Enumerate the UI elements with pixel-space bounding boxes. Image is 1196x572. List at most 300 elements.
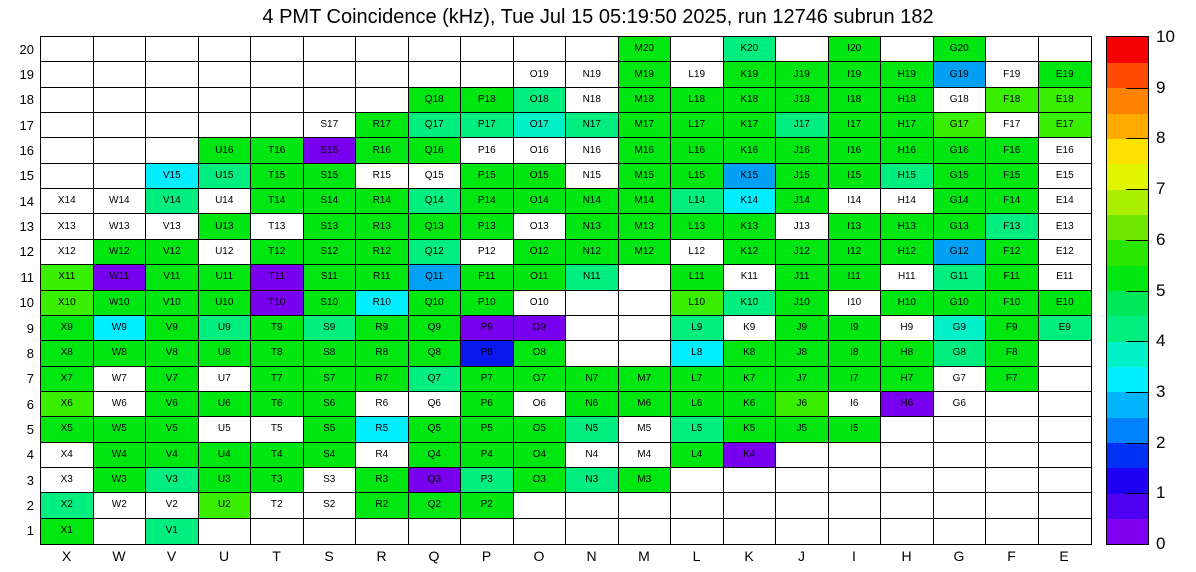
heatmap-cell: T12 (251, 240, 304, 265)
heatmap-cell: O12 (514, 240, 567, 265)
heatmap-cell: W7 (94, 367, 147, 392)
heatmap-cell: T10 (251, 291, 304, 316)
heatmap-cell (94, 37, 147, 62)
heatmap-cell: O5 (514, 417, 567, 442)
colorbar-tick-label: 3 (1156, 381, 1166, 401)
row-tick-label: 7 (26, 371, 34, 387)
heatmap-cell: Q6 (409, 392, 462, 417)
heatmap-cell: Q10 (409, 291, 462, 316)
heatmap-cell (934, 417, 987, 442)
heatmap-cell: J8 (776, 341, 829, 366)
heatmap-cell: O9 (514, 316, 567, 341)
heatmap-cell: Q3 (409, 468, 462, 493)
heatmap-cell: M7 (619, 367, 672, 392)
colorbar-band (1107, 62, 1148, 88)
column-tick-label: H (901, 548, 912, 564)
heatmap-cell: V12 (146, 240, 199, 265)
heatmap-cell (41, 88, 94, 113)
heatmap-cell: T8 (251, 341, 304, 366)
heatmap-cell (461, 519, 514, 544)
heatmap-cell: S17 (304, 113, 357, 138)
heatmap-cell: F9 (986, 316, 1039, 341)
heatmap-cell: N14 (566, 189, 619, 214)
colorbar-tick-label: 5 (1156, 280, 1166, 300)
heatmap-cell: S10 (304, 291, 357, 316)
colorbar-tick (1126, 189, 1148, 190)
heatmap-cell: S15 (304, 164, 357, 189)
heatmap-cell: Q11 (409, 265, 462, 290)
heatmap-cell: K13 (724, 214, 777, 239)
heatmap-cell (724, 468, 777, 493)
heatmap-cell: I5 (829, 417, 882, 442)
row-tick-label: 3 (26, 472, 34, 488)
row-tick-label: 11 (20, 269, 34, 285)
heatmap-cell (41, 113, 94, 138)
heatmap-cell (619, 291, 672, 316)
heatmap-cell (881, 468, 934, 493)
colorbar-band (1107, 417, 1148, 443)
heatmap-cell: E10 (1039, 291, 1092, 316)
colorbar-band (1107, 341, 1148, 367)
heatmap-cell: F12 (986, 240, 1039, 265)
heatmap-cell: J7 (776, 367, 829, 392)
heatmap-cell (671, 468, 724, 493)
heatmap-cell: I15 (829, 164, 882, 189)
heatmap-cell: L14 (671, 189, 724, 214)
heatmap-cell: R11 (356, 265, 409, 290)
heatmap-cell: V14 (146, 189, 199, 214)
heatmap-cell: S5 (304, 417, 357, 442)
colorbar-band (1107, 88, 1148, 114)
heatmap-cell (671, 37, 724, 62)
heatmap-cell: K9 (724, 316, 777, 341)
heatmap-cell (94, 62, 147, 87)
heatmap-cell: J5 (776, 417, 829, 442)
column-tick-label: Q (428, 548, 440, 564)
heatmap-cell: O3 (514, 468, 567, 493)
heatmap-cell: H9 (881, 316, 934, 341)
row-tick-label: 15 (19, 168, 34, 184)
heatmap-cell: O14 (514, 189, 567, 214)
colorbar-tick (1126, 493, 1148, 494)
colorbar-band (1107, 113, 1148, 139)
heatmap-cell: U4 (199, 443, 252, 468)
heatmap-cell: L18 (671, 88, 724, 113)
heatmap-cell: P12 (461, 240, 514, 265)
heatmap-cell (94, 138, 147, 163)
heatmap-cell: J10 (776, 291, 829, 316)
heatmap-cell: I9 (829, 316, 882, 341)
heatmap-cell: P5 (461, 417, 514, 442)
heatmap-cell: M5 (619, 417, 672, 442)
column-tick-label: W (112, 548, 126, 564)
heatmap-cell (776, 519, 829, 544)
heatmap-cell: G18 (934, 88, 987, 113)
heatmap-cell (1039, 37, 1092, 62)
heatmap-cell: U10 (199, 291, 252, 316)
heatmap-cell: O19 (514, 62, 567, 87)
heatmap-cell: E19 (1039, 62, 1092, 87)
heatmap-cell: V4 (146, 443, 199, 468)
heatmap-cell: O15 (514, 164, 567, 189)
heatmap-cell: N4 (566, 443, 619, 468)
heatmap-cell: J13 (776, 214, 829, 239)
heatmap-cell: L6 (671, 392, 724, 417)
row-tick-label: 17 (19, 117, 34, 133)
heatmap-cell: P14 (461, 189, 514, 214)
heatmap-cell: V9 (146, 316, 199, 341)
heatmap-cell: O6 (514, 392, 567, 417)
heatmap-cell (986, 392, 1039, 417)
column-tick-label: T (272, 548, 281, 564)
row-tick-label: 5 (26, 421, 34, 437)
heatmap-cell: R15 (356, 164, 409, 189)
heatmap-cell: T13 (251, 214, 304, 239)
heatmap-cell: I18 (829, 88, 882, 113)
heatmap-cell: Q14 (409, 189, 462, 214)
heatmap-cell: P18 (461, 88, 514, 113)
heatmap-cell: H6 (881, 392, 934, 417)
heatmap-cell: K15 (724, 164, 777, 189)
heatmap-cell: I13 (829, 214, 882, 239)
heatmap-cell: S13 (304, 214, 357, 239)
heatmap-cell: X12 (41, 240, 94, 265)
colorbar-band (1107, 468, 1148, 494)
heatmap-cell: S8 (304, 341, 357, 366)
heatmap-cell (566, 291, 619, 316)
row-tick-label: 1 (26, 523, 34, 539)
heatmap-cell: W9 (94, 316, 147, 341)
heatmap-cell: F11 (986, 265, 1039, 290)
heatmap-cell (829, 468, 882, 493)
heatmap-cell: K17 (724, 113, 777, 138)
heatmap-cell (724, 493, 777, 518)
heatmap-cell (461, 62, 514, 87)
heatmap-cell (829, 493, 882, 518)
heatmap-cell (934, 468, 987, 493)
heatmap-cell: O18 (514, 88, 567, 113)
colorbar-tick (1126, 392, 1148, 393)
heatmap-cell (356, 88, 409, 113)
heatmap-cell (409, 62, 462, 87)
heatmap-cell: U5 (199, 417, 252, 442)
heatmap-cell: Q4 (409, 443, 462, 468)
heatmap-cell: O11 (514, 265, 567, 290)
colorbar-tick (1126, 443, 1148, 444)
heatmap-cell: N3 (566, 468, 619, 493)
row-tick-label: 8 (26, 345, 34, 361)
heatmap-cell: N19 (566, 62, 619, 87)
heatmap-cell: U11 (199, 265, 252, 290)
heatmap-cell: H18 (881, 88, 934, 113)
heatmap-cell: L10 (671, 291, 724, 316)
row-tick-label: 13 (19, 219, 34, 235)
heatmap-cell: T14 (251, 189, 304, 214)
heatmap-cell (251, 519, 304, 544)
heatmap-cell: W5 (94, 417, 147, 442)
heatmap-cell: T7 (251, 367, 304, 392)
heatmap-cell (566, 493, 619, 518)
heatmap-cell: S11 (304, 265, 357, 290)
heatmap-cell: J16 (776, 138, 829, 163)
heatmap-cell (304, 62, 357, 87)
heatmap-cell (94, 88, 147, 113)
colorbar-tick-label: 7 (1156, 179, 1166, 199)
heatmap-cell (619, 341, 672, 366)
heatmap-cell: F19 (986, 62, 1039, 87)
heatmap-cell: E15 (1039, 164, 1092, 189)
heatmap-cell: I8 (829, 341, 882, 366)
heatmap-cell: X11 (41, 265, 94, 290)
heatmap-cell: Q5 (409, 417, 462, 442)
heatmap-cell (199, 37, 252, 62)
heatmap-cell: I12 (829, 240, 882, 265)
heatmap-cell: M6 (619, 392, 672, 417)
heatmap-cell (199, 62, 252, 87)
heatmap-cell (1039, 367, 1092, 392)
heatmap-cell: H19 (881, 62, 934, 87)
heatmap-cell (251, 113, 304, 138)
colorbar-tick-label: 9 (1156, 77, 1166, 97)
heatmap-cell: H8 (881, 341, 934, 366)
heatmap-cell: H7 (881, 367, 934, 392)
heatmap-cell: X3 (41, 468, 94, 493)
heatmap-cell: J12 (776, 240, 829, 265)
heatmap-cell (1039, 468, 1092, 493)
heatmap-cell: P15 (461, 164, 514, 189)
heatmap-cell (934, 519, 987, 544)
heatmap-cell: H16 (881, 138, 934, 163)
column-tick-label: X (61, 548, 72, 564)
heatmap-cell: N18 (566, 88, 619, 113)
heatmap-cell: G14 (934, 189, 987, 214)
heatmap-cell (146, 113, 199, 138)
heatmap-cell: L8 (671, 341, 724, 366)
heatmap-cell: M15 (619, 164, 672, 189)
heatmap-cell: S9 (304, 316, 357, 341)
colorbar-tick-label: 10 (1156, 27, 1175, 46)
heatmap-cell (934, 493, 987, 518)
heatmap-cell (41, 37, 94, 62)
heatmap-cell: J9 (776, 316, 829, 341)
heatmap-cell (881, 37, 934, 62)
heatmap-cell: G10 (934, 291, 987, 316)
column-tick-label: E (1059, 548, 1069, 564)
row-tick-label: 12 (19, 244, 34, 260)
colorbar-band (1107, 265, 1148, 291)
heatmap-cell (409, 37, 462, 62)
heatmap-cell: K4 (724, 443, 777, 468)
heatmap-cell: K7 (724, 367, 777, 392)
heatmap-cell (409, 519, 462, 544)
heatmap-cell: U6 (199, 392, 252, 417)
heatmap-cell: R16 (356, 138, 409, 163)
heatmap-cell (619, 519, 672, 544)
heatmap-cell: G20 (934, 37, 987, 62)
heatmap-cell: P6 (461, 392, 514, 417)
heatmap-cell: W11 (94, 265, 147, 290)
heatmap-cell: L15 (671, 164, 724, 189)
colorbar-tick (1126, 240, 1148, 241)
colorbar-band (1107, 189, 1148, 215)
heatmap-cell (671, 519, 724, 544)
row-tick-label: 2 (26, 497, 34, 513)
heatmap-cell: X9 (41, 316, 94, 341)
heatmap-cell (566, 316, 619, 341)
heatmap-cell: P8 (461, 341, 514, 366)
heatmap-cell (1039, 392, 1092, 417)
heatmap-cell: V3 (146, 468, 199, 493)
column-tick-label: P (481, 548, 492, 564)
heatmap-cell: P16 (461, 138, 514, 163)
colorbar-tick (1126, 138, 1148, 139)
heatmap-cell: K5 (724, 417, 777, 442)
heatmap-cell: N15 (566, 164, 619, 189)
heatmap-cell: M4 (619, 443, 672, 468)
heatmap-cell (356, 62, 409, 87)
heatmap-cell: R12 (356, 240, 409, 265)
colorbar-tick-label: 6 (1156, 229, 1166, 249)
heatmap-cell: F16 (986, 138, 1039, 163)
heatmap-cell (199, 113, 252, 138)
heatmap-cell: V7 (146, 367, 199, 392)
colorbar-tick (1126, 88, 1148, 89)
heatmap-cell (776, 443, 829, 468)
heatmap-cell: R8 (356, 341, 409, 366)
heatmap-cell (94, 113, 147, 138)
heatmap-cell (356, 519, 409, 544)
heatmap-cell (619, 265, 672, 290)
heatmap-cell: F10 (986, 291, 1039, 316)
heatmap-cell (776, 37, 829, 62)
heatmap-cell: W4 (94, 443, 147, 468)
column-tick-label: F (1007, 548, 1016, 564)
heatmap-cell (986, 443, 1039, 468)
heatmap-cell (41, 62, 94, 87)
heatmap-cell: N12 (566, 240, 619, 265)
heatmap-cell: L12 (671, 240, 724, 265)
heatmap-cell (986, 468, 1039, 493)
row-tick-label: 4 (26, 447, 34, 463)
row-tick-label: 19 (19, 67, 34, 83)
heatmap-cell: J19 (776, 62, 829, 87)
heatmap-cell: I6 (829, 392, 882, 417)
heatmap-cell (146, 88, 199, 113)
heatmap-cell (1039, 493, 1092, 518)
heatmap-cell: X2 (41, 493, 94, 518)
heatmap-cell: S12 (304, 240, 357, 265)
colorbar-tick-label: 2 (1156, 432, 1166, 452)
heatmap-cell: T15 (251, 164, 304, 189)
colorbar-tick (1126, 341, 1148, 342)
heatmap-cell: S6 (304, 392, 357, 417)
column-tick-label: I (852, 548, 856, 564)
heatmap-cell: I14 (829, 189, 882, 214)
heatmap-cell: F17 (986, 113, 1039, 138)
chart-title: 4 PMT Coincidence (kHz), Tue Jul 15 05:19:50 2025, run 12746 subrun 182 (262, 6, 934, 28)
heatmap-cell: M20 (619, 37, 672, 62)
heatmap-cell: Q8 (409, 341, 462, 366)
heatmap-cell (251, 37, 304, 62)
heatmap-cell (724, 519, 777, 544)
heatmap-cell: W2 (94, 493, 147, 518)
heatmap-cell: N17 (566, 113, 619, 138)
heatmap-cell (1039, 417, 1092, 442)
heatmap-cell: G8 (934, 341, 987, 366)
row-tick-label: 14 (19, 193, 34, 209)
heatmap-cell: X6 (41, 392, 94, 417)
heatmap-cell: M18 (619, 88, 672, 113)
heatmap-cell: K12 (724, 240, 777, 265)
heatmap-cell (304, 519, 357, 544)
heatmap-cell (94, 164, 147, 189)
heatmap-cell: U15 (199, 164, 252, 189)
column-tick-label: L (692, 548, 701, 564)
heatmap-cell: O8 (514, 341, 567, 366)
heatmap-cell: P9 (461, 316, 514, 341)
heatmap-cell: X7 (41, 367, 94, 392)
heatmap-cell: U8 (199, 341, 252, 366)
row-tick-label: 20 (19, 41, 34, 57)
heatmap-cell: W8 (94, 341, 147, 366)
heatmap-cell: G13 (934, 214, 987, 239)
heatmap-cell: E9 (1039, 316, 1092, 341)
heatmap-cell: U12 (199, 240, 252, 265)
column-tick-label: J (798, 548, 805, 564)
heatmap-cell: E17 (1039, 113, 1092, 138)
heatmap-cell: K16 (724, 138, 777, 163)
heatmap-cell: G6 (934, 392, 987, 417)
heatmap-cell: R3 (356, 468, 409, 493)
heatmap-cell (146, 62, 199, 87)
heatmap-cell: L17 (671, 113, 724, 138)
heatmap-cell: G19 (934, 62, 987, 87)
row-tick-label: 16 (19, 143, 34, 159)
column-tick-label: N (586, 548, 597, 564)
heatmap-cell (514, 37, 567, 62)
heatmap-cell: J18 (776, 88, 829, 113)
heatmap-cell: X8 (41, 341, 94, 366)
heatmap-cell (671, 493, 724, 518)
colorbar-band (1107, 138, 1148, 164)
heatmap-cell: X14 (41, 189, 94, 214)
heatmap-cell: U2 (199, 493, 252, 518)
heatmap-cell: X5 (41, 417, 94, 442)
row-tick-label: 6 (26, 396, 34, 412)
heatmap-cell: J15 (776, 164, 829, 189)
heatmap-cell: R13 (356, 214, 409, 239)
heatmap-cell (514, 519, 567, 544)
heatmap-cell: V2 (146, 493, 199, 518)
heatmap-cell: P11 (461, 265, 514, 290)
heatmap-cell (881, 493, 934, 518)
heatmap-cell: M3 (619, 468, 672, 493)
heatmap-cell: H14 (881, 189, 934, 214)
row-tick-label: 18 (19, 92, 34, 108)
colorbar-band (1107, 493, 1148, 519)
heatmap-cell: R4 (356, 443, 409, 468)
heatmap-cell: L4 (671, 443, 724, 468)
heatmap-cell (881, 417, 934, 442)
heatmap-cell: V8 (146, 341, 199, 366)
heatmap-cell: Q7 (409, 367, 462, 392)
heatmap-cell: P13 (461, 214, 514, 239)
column-tick-label: R (376, 548, 387, 564)
heatmap-cell (1039, 341, 1092, 366)
heatmap-cell: W3 (94, 468, 147, 493)
heatmap-cell: H17 (881, 113, 934, 138)
colorbar-band (1107, 392, 1148, 418)
